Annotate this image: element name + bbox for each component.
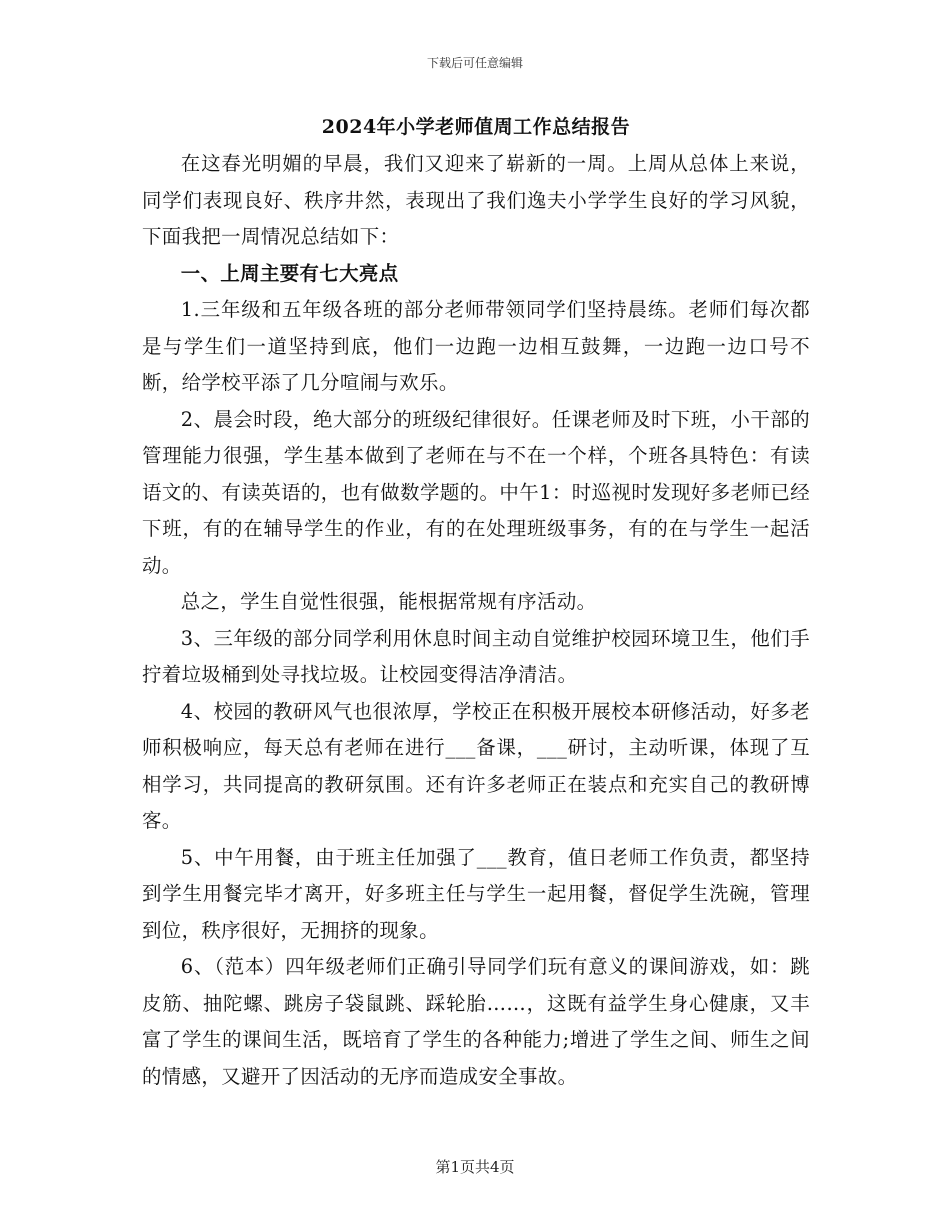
paragraph-4: 4、校园的教研风气也很浓厚，学校正在积极开展校本研修活动，好多老师积极响应，每天总有老师在进行___备课，___研讨，主动听课，体现了互相学习，共同提高的教研氛围。还有许多老师正在装点和充实自己的教研博客。 (142, 699, 810, 832)
section-heading: 一、上周主要有七大亮点 (180, 261, 399, 285)
intro-paragraph: 在这春光明媚的早晨，我们又迎来了崭新的一周。上周从总体上来说，同学们表现良好、秩序井然，表现出了我们逸夫小学学生良好的学习风貌，下面我把一周情况总结如下： (142, 152, 810, 248)
paragraph-6: 6、（范本）四年级老师们正确引导同学们玩有意义的课间游戏，如：跳皮筋、抽陀螺、跳房子袋鼠跳、踩轮胎……，这既有益学生身心健康，又丰富了学生的课间生活，既培育了学生的各种能力;增进了学生之间、师生之间的情感，又避开了因活动的无序而造成安全事故。 (142, 955, 810, 1088)
paragraph-2: 2、晨会时段，绝大部分的班级纪律很好。任课老师及时下班，小干部的管理能力很强，学生基本做到了老师在与不在一个样，个班各具特色：有读语文的、有读英语的，也有做数学题的。中午1：时巡视时发现好多老师已经下班，有的在辅导学生的作业，有的在处理班级事务，有的在与学生一起活动。 (142, 407, 810, 577)
paragraph-summary: 总之，学生自觉性很强，能根据常规有序活动。 (180, 590, 597, 613)
paragraph-3: 3、三年级的部分同学利用休息时间主动自觉维护校园环境卫生，他们手拧着垃圾桶到处寻找垃圾。让校园变得洁净清洁。 (142, 626, 810, 686)
document-body (142, 112, 810, 1095)
paragraph-1: 1.三年级和五年级各班的部分老师带领同学们坚持晨练。老师们每次都是与学生们一道坚持到底，他们一边跑一边相互鼓舞，一边跑一边口号不断，给学校平添了几分喧闹与欢乐。 (142, 298, 810, 394)
document-title: 2024年小学老师值周工作总结报告 (321, 116, 631, 138)
page-number: 第1页共4页 (435, 1158, 515, 1176)
paragraph-5: 5、中午用餐，由于班主任加强了___教育，值日老师工作负责，都坚持到学生用餐完毕才离开，好多班主任与学生一起用餐，督促学生洗碗，管理到位，秩序很好，无拥挤的现象。 (142, 845, 810, 942)
header-note: 下载后可任意编辑 (426, 56, 523, 70)
